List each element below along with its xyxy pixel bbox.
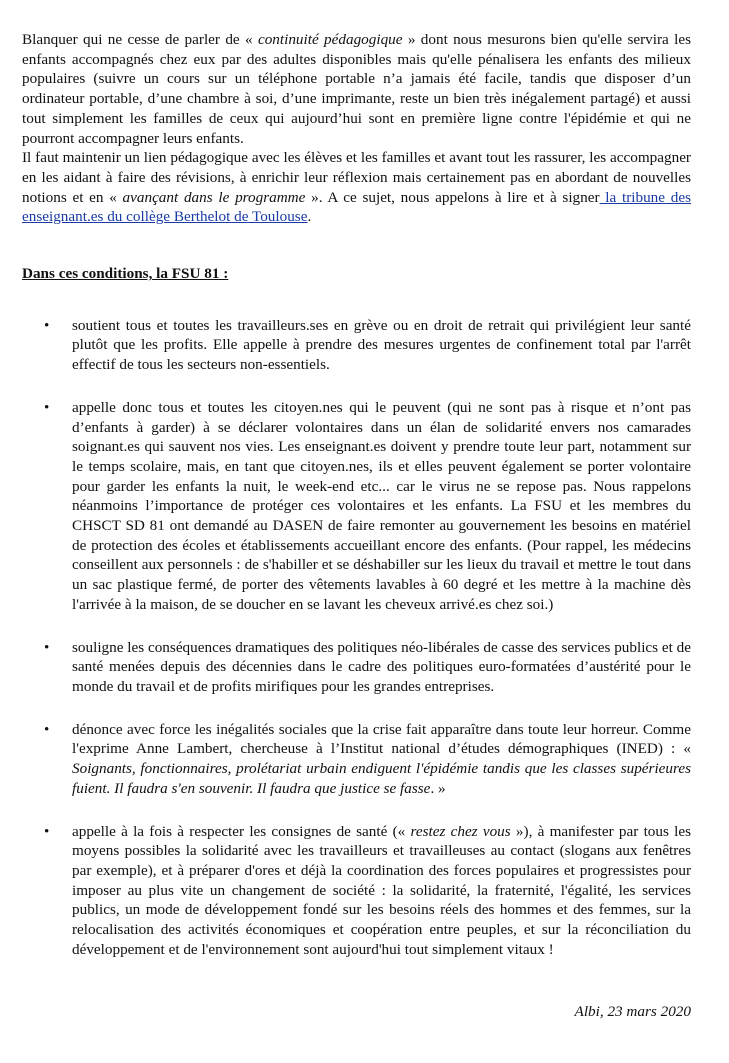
- tribune-link[interactable]: la tribune des enseignant.es du collège Berthelot de Toulouse: [22, 188, 691, 226]
- list-item-denonce: [22, 720, 691, 799]
- bullet-icon: •: [44, 316, 50, 334]
- demands-list: [22, 316, 691, 960]
- intro-p1-text-b: » dont nous mesurons bien qu'elle servira les enfants accompagnés chez eux par des adultes disponibles mais qu'elle pénalisera les enfants des milieux populaires (suivre un cours sur un téléphone portable n’a jamais été facile, tandis que disposer d’un ordinateur portable, d’une chambre à soi, d’une imprimante, reste un bien très inégalement partagé) et aussi tout simplement les familles de ceux qui aujourd’hui sont en première ligne contre l'épidémie et qui ne pourront accompagner leurs enfants.: [22, 31, 692, 147]
- list-item-text-b: . »: [430, 779, 446, 797]
- signature-date: Albi, 23 mars 2020: [574, 1003, 691, 1020]
- intro-p2-text-a: Il faut maintenir un lien pédagogique avec les élèves et les familles et avant tout les rassurer, les accompagner en les aidant à faire des révisions, à enrichir leur réflexion mais certainement pas en abordant de nouvelles notions et en «: [22, 149, 691, 206]
- bullet-icon: •: [44, 822, 50, 840]
- intro-p2-emphasis: avançant dans le programme: [122, 188, 306, 206]
- list-item-text: appelle donc tous et toutes les citoyen.nes qui le peuvent (qui ne sont pas à risque et n’ont pas d’enfants à garder) à se déclarer volontaires dans un élan de solidarité envers nos camarades soignant.es qui sauvent nos vies. Les enseignant.es doivent y prendre toute leur part, notamment sur le temps scolaire, mais, en tant que citoyen.nes, ils et elles peuvent également se porter volontaire pour garder les enfants la nuit, le week-end etc... car le virus ne se repose pas. Nous rappelons néanmoins l’importance de protéger ces volontaires et les enfants. La FSU et les membres du CHSCT SD 81 ont demandé au DASEN de faire remonter au gouvernement les besoins en matériel de protection des écoles et établissements accueillant encore des enfants. (Pour rappel, les médecins conseillent aux personnels : de s'habiller et se déshabiller sur les lieux du travail et mettre le tout dans un sac plastique fermé, de porter des vêtements lavables à 60 degré et les mettre à la machine dès l'arrivée à la maison, de se doucher en se lavant les cheveux arrivé.es chez soi.): [72, 398, 691, 613]
- bullet-icon: •: [44, 398, 50, 416]
- intro-p1-emphasis: continuité pédagogique: [257, 31, 403, 48]
- restez-emphasis: restez chez vous: [410, 822, 511, 840]
- list-item-text-b: »), à manifester par tous les moyens possibles la solidarité avec les travailleurs et travailleuses au contact (slogans aux fenêtres par exemple), et à préparer d'ores et déjà la coordination des forces populaires et progressistes pour imposer au plus vite un changement de société : la solidarité, la fraternité, l'égalité, les services publics, un mode de développement fondé sur les besoins réels des hommes et des femmes, sur la relocalisation des activités économiques et coopération entre peuples, et sur la réconciliation du développement et de l'environnement sont aujourd'hui tout simplement vitaux !: [72, 822, 691, 958]
- bullet-icon: •: [44, 638, 50, 656]
- section-heading: Dans ces conditions, la FSU 81 :: [22, 265, 229, 283]
- list-item-souligne: [22, 638, 691, 697]
- list-item-appelle-consignes: [22, 822, 691, 960]
- bullet-icon: •: [44, 720, 50, 738]
- list-item-text: souligne les conséquences dramatiques des politiques néo-libérales de casse des services publics et de santé menées depuis des décennies dans le cadre des politiques euro-formatées d’austérité pour le monde du travail et de profits mirifiques pour les grandes entreprises.: [72, 638, 691, 695]
- intro-paragraph-1: [22, 30, 691, 148]
- intro-p2-text-c: .: [307, 208, 312, 226]
- list-item-soutient: [22, 316, 691, 375]
- list-item-text-a: appelle à la fois à respecter les consignes de santé («: [72, 822, 411, 840]
- intro-paragraph-2: [22, 148, 691, 227]
- list-item-appelle-volontaires: [22, 398, 691, 615]
- list-item-text-a: dénonce avec force les inégalités sociales que la crise fait apparaître dans toute leur horreur. Comme l'exprime Anne Lambert, chercheuse à l’Institut national d’études démographiques (INED) : «: [72, 720, 691, 758]
- list-item-text: soutient tous et toutes les travailleurs.ses en grève ou en droit de retrait qui privilégient leur santé plutôt que les profits. Elle appelle à prendre des mesures urgentes de confinement total par l'arrêt effectif de tous les secteurs non-essentiels.: [72, 316, 691, 374]
- quote-emphasis: Soignants, fonctionnaires, prolétariat urbain endiguent l'épidémie tandis que les classes supérieures fuient. Il faudra s'en souvenir. Il faudra que justice se fasse: [72, 760, 691, 797]
- intro-p1-text-a: Blanquer qui ne cesse de parler de «: [22, 31, 258, 48]
- intro-p2-text-b: ». A ce sujet, nous appelons à lire et à signer: [305, 188, 600, 206]
